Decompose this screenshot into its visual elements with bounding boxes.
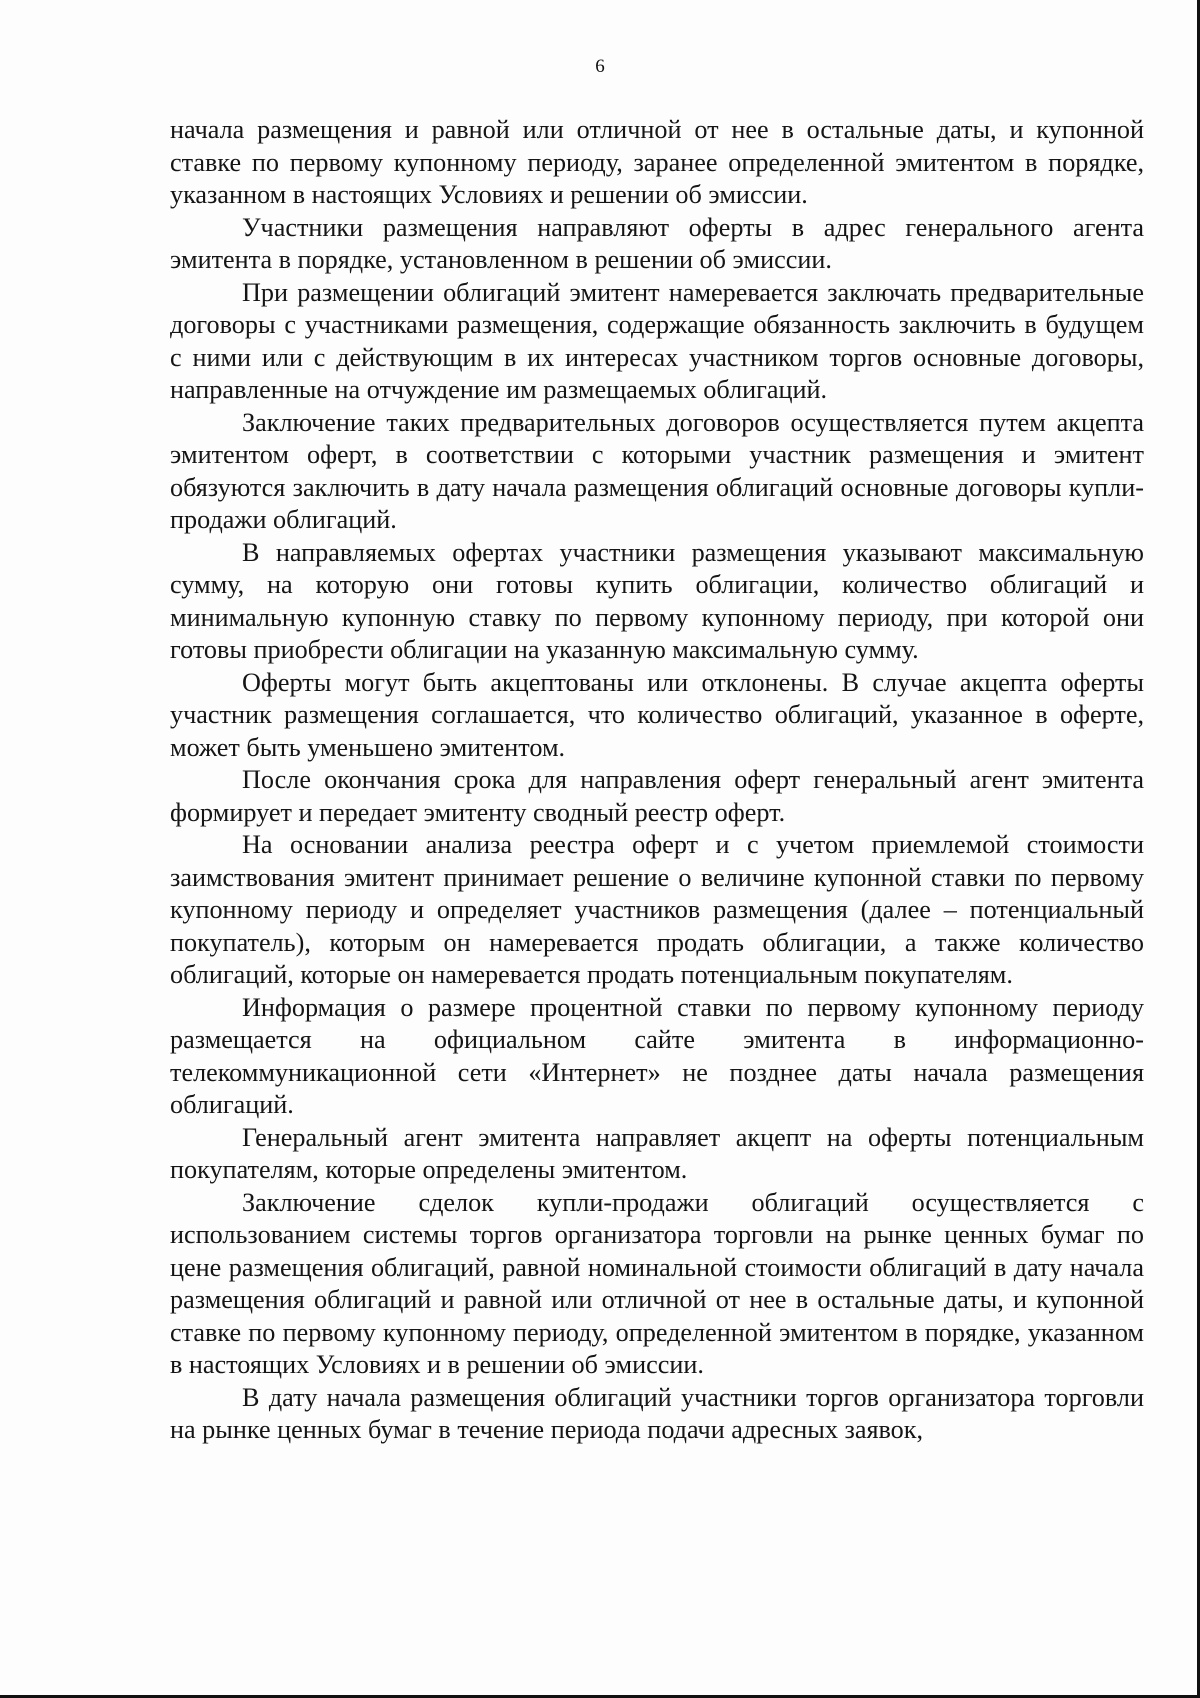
paragraph: Оферты могут быть акцептованы или отклонены. В случае акцепта оферты участник размещения соглашается, что количество облигаций, указанное в оферте, может быть уменьшено эмитентом. — [170, 667, 1144, 762]
paragraph-continued: начала размещения и равной или отличной от нее в остальные даты, и купонной ставке по первому купонному периоду, заранее определенной эмитентом в порядке, указанном в настоящих Условиях и решении об эмиссии. — [170, 115, 1144, 209]
paragraph: Заключение таких предварительных договоров осуществляется путем акцепта эмитентом оферт, в соответствии с которыми участник размещения и эмитент обязуются заключить в дату начала размещения облигаций основные договоры купли-продажи облигаций. — [170, 407, 1144, 534]
paragraph: Генеральный агент эмитента направляет акцепт на оферты потенциальным покупателям, которые определены эмитентом. — [170, 1122, 1144, 1184]
paragraph: Участники размещения направляют оферты в адрес генерального агента эмитента в порядке, установленном в решении об эмиссии. — [170, 212, 1144, 274]
document-body — [170, 114, 1144, 1447]
paragraph: Заключение сделок купли-продажи облигаций осуществляется с использованием системы торгов организатора торговли на рынке ценных бумаг по цене размещения облигаций, равной номинальной стоимости облигаций в дату начала размещения облигаций и равной или отличной от нее в остальные даты, и купонной ставке по первому купонному периоду, определенной эмитентом в порядке, указанном в настоящих Условиях и в решении об эмиссии. — [170, 1187, 1144, 1379]
paragraph: В направляемых офертах участники размещения указывают максимальную сумму, на которую они готовы купить облигации, количество облигаций и минимальную купонную ставку по первому купонному периоду, при которой они готовы приобрести облигации на указанную максимальную сумму. — [170, 537, 1144, 664]
paragraph: При размещении облигаций эмитент намеревается заключать предварительные договоры с участниками размещения, содержащие обязанность заключить в будущем с ними или с действующим в их интересах участником торгов основные договоры, направленные на отчуждение им размещаемых облигаций. — [170, 277, 1144, 404]
paragraph: После окончания срока для направления оферт генеральный агент эмитента формирует и передает эмитенту сводный реестр оферт. — [170, 765, 1144, 827]
paragraph: В дату начала размещения облигаций участники торгов организатора торговли на рынке ценных бумаг в течение периода подачи адресных заявок, — [170, 1382, 1144, 1444]
page-number: 6 — [595, 56, 605, 77]
paragraph: Информация о размере процентной ставки по первому купонному периоду размещается на официальном сайте эмитента в информационно-телекоммуникационной сети «Интернет» не позднее даты начала размещения облигаций. — [170, 992, 1144, 1119]
paragraph: На основании анализа реестра оферт и с учетом приемлемой стоимости заимствования эмитент принимает решение о величине купонной ставки по первому купонному периоду и определяет участников размещения (далее – потенциальный покупатель), которым он намеревается продать облигации, а также количество облигаций, которые он намеревается продать потенциальным покупателям. — [170, 830, 1144, 989]
